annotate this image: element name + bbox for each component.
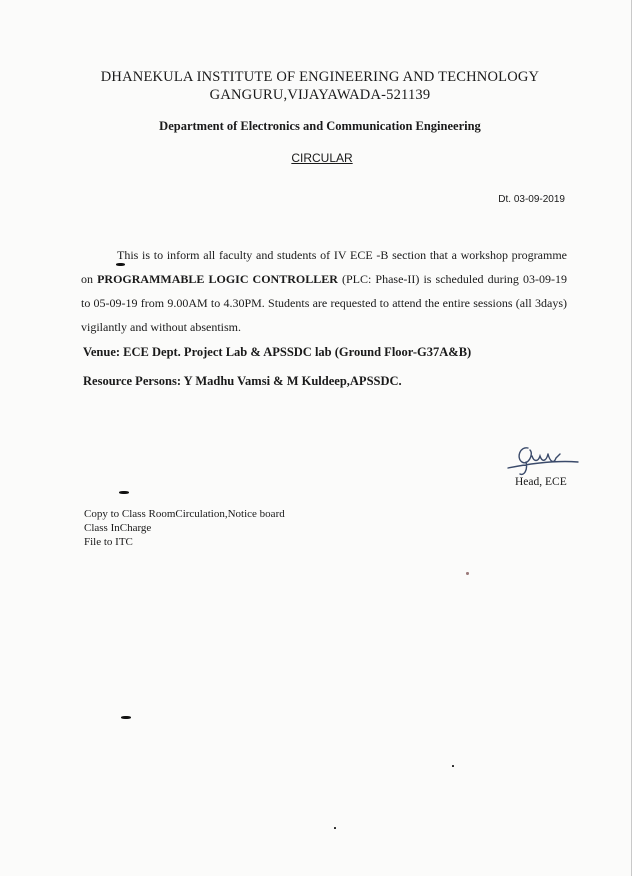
venue-line: Venue: ECE Dept. Project Lab & APSSDC lab (Ground Floor-G37A&B) — [83, 345, 472, 359]
institute-address: GANGURU,VIJAYAWADA-521139 — [209, 87, 431, 103]
circular-title: CIRCULAR — [291, 151, 353, 165]
scan-speck — [119, 491, 129, 494]
body-text-part2: (PLC: Phase-II) is scheduled during 03-09-19 to 05-09-19 from 9.00AM to 4.30PM. Students are requested to attend the entire sessions (all 3days) vigilantly and without absentism. — [81, 272, 567, 334]
copy-to-list — [84, 507, 285, 549]
institute-name: DHANEKULA INSTITUTE OF ENGINEERING AND TECHNOLOGY — [100, 69, 540, 85]
circular-date: Dt. 03-09-2019 — [498, 194, 565, 205]
resource-persons-line: Resource Persons: Y Madhu Vamsi & M Kuldeep,APSSDC. — [83, 374, 402, 388]
circular-body — [81, 243, 567, 339]
copy-to-item: Class InCharge — [84, 522, 152, 534]
scan-speck — [334, 827, 336, 829]
department-name: Department of Electronics and Communication Engineering — [159, 119, 481, 133]
copy-to-item: Copy to Class RoomCirculation,Notice board — [84, 508, 285, 520]
signatory-title: Head, ECE — [515, 476, 567, 488]
scan-speck — [116, 263, 125, 266]
body-text-part1: This is to inform all faculty and students of IV ECE -B section that a workshop programme on — [81, 248, 567, 286]
scan-speck — [452, 765, 454, 767]
scan-speck — [466, 572, 469, 575]
workshop-topic: PROGRAMMABLE LOGIC CONTROLLER — [97, 272, 338, 286]
copy-to-item: File to ITC — [84, 536, 133, 548]
scan-speck — [121, 716, 131, 719]
